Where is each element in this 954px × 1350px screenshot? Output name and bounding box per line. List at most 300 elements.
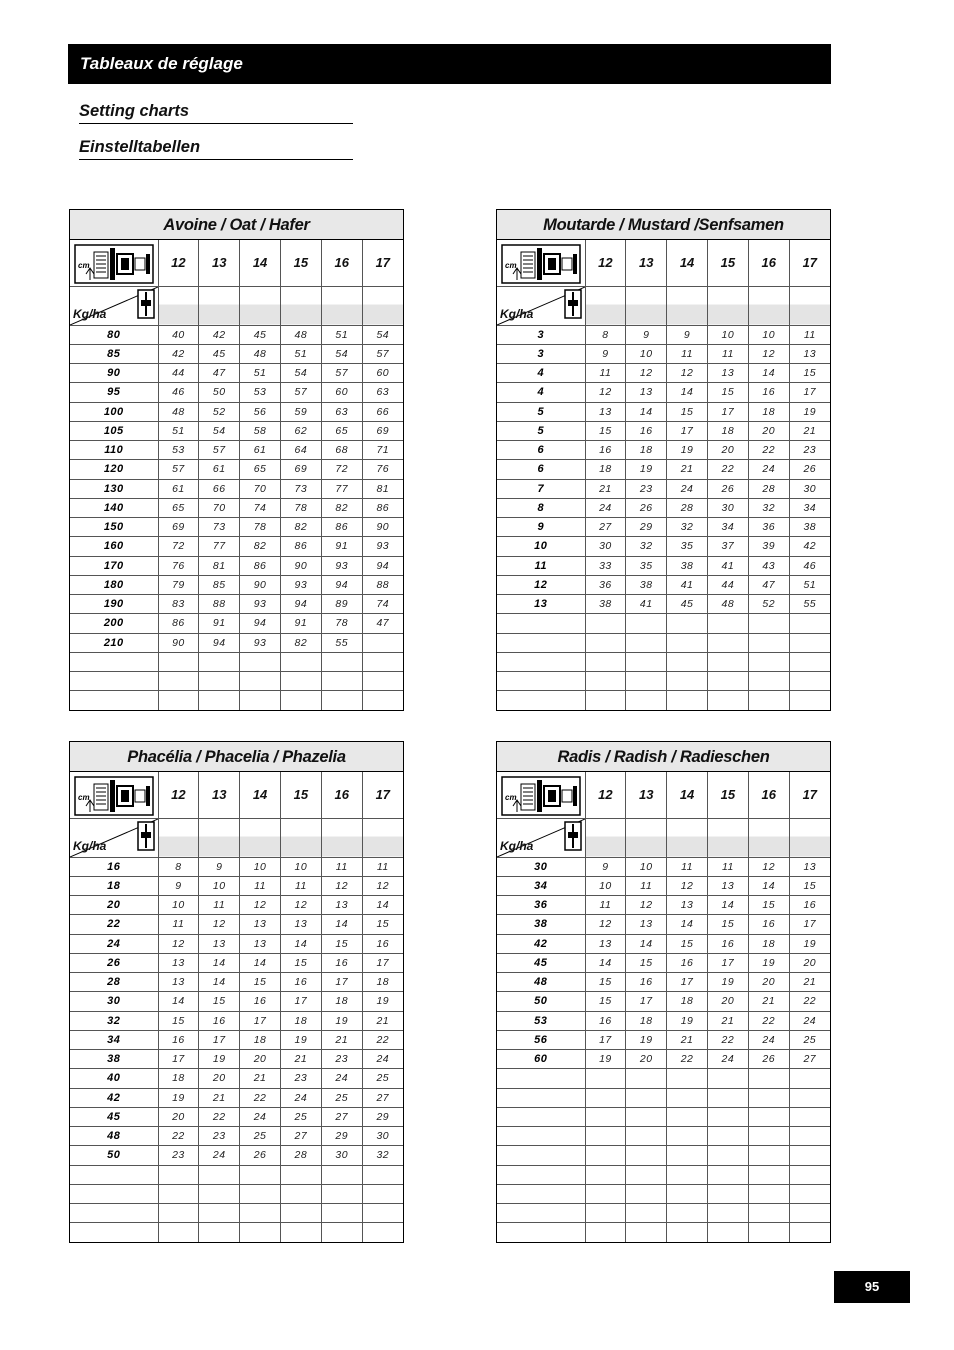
- setting-value: [707, 614, 748, 633]
- table-row: [497, 1088, 830, 1107]
- setting-value: 15: [626, 953, 667, 972]
- kg-value: 9: [497, 518, 585, 537]
- column-header: 13: [199, 772, 240, 818]
- setting-value: 11: [280, 876, 321, 895]
- setting-value: 23: [626, 479, 667, 498]
- blank-cell: [199, 818, 240, 857]
- setting-value: [280, 1165, 321, 1184]
- setting-value: 32: [626, 537, 667, 556]
- setting-value: [626, 1107, 667, 1126]
- setting-value: [667, 614, 708, 633]
- setting-value: 13: [667, 896, 708, 915]
- setting-value: 46: [789, 556, 830, 575]
- setting-value: 14: [158, 992, 199, 1011]
- kg-value: 160: [70, 537, 158, 556]
- setting-value: [362, 1223, 403, 1242]
- setting-value: 18: [280, 1011, 321, 1030]
- kg-value: 42: [497, 934, 585, 953]
- kg-value: 13: [497, 595, 585, 614]
- setting-value: 40: [158, 325, 199, 344]
- kg-value: [497, 1107, 585, 1126]
- table-row: [497, 537, 830, 556]
- setting-value: [707, 1204, 748, 1223]
- setting-value: [707, 1069, 748, 1088]
- setting-value: [789, 633, 830, 652]
- kg-header-cell: [70, 818, 158, 857]
- chart-mustard: [496, 209, 831, 711]
- setting-value: 69: [158, 518, 199, 537]
- kg-value: 48: [70, 1127, 158, 1146]
- blank-cell: [321, 818, 362, 857]
- setting-value: 29: [626, 518, 667, 537]
- setting-value: 16: [321, 953, 362, 972]
- setting-value: [321, 652, 362, 671]
- setting-value: 42: [789, 537, 830, 556]
- setting-value: 21: [240, 1069, 281, 1088]
- kg-value: 38: [497, 915, 585, 934]
- setting-value: 15: [585, 973, 626, 992]
- setting-value: 12: [585, 383, 626, 402]
- setting-value: [362, 1165, 403, 1184]
- setting-value: 60: [362, 364, 403, 383]
- setting-value: 18: [321, 992, 362, 1011]
- kg-value: [70, 691, 158, 710]
- cm-label: cm: [505, 260, 517, 270]
- setting-value: 12: [280, 896, 321, 915]
- setting-value: 70: [240, 479, 281, 498]
- table-row: [497, 1107, 830, 1126]
- setting-value: 10: [199, 876, 240, 895]
- kg-per-ha-label: Kg/ha: [500, 838, 534, 853]
- setting-value: 66: [199, 479, 240, 498]
- setting-value: 18: [158, 1069, 199, 1088]
- setting-value: 20: [707, 992, 748, 1011]
- setting-value: 21: [789, 973, 830, 992]
- setting-value: 94: [362, 556, 403, 575]
- table-row: [497, 460, 830, 479]
- setting-value: [321, 1184, 362, 1203]
- setting-value: 28: [280, 1146, 321, 1165]
- kg-header-cell: [497, 286, 585, 325]
- setting-value: [626, 1127, 667, 1146]
- setting-value: 15: [585, 421, 626, 440]
- setting-value: 15: [748, 896, 789, 915]
- kg-value: 120: [70, 460, 158, 479]
- setting-value: 41: [707, 556, 748, 575]
- setting-value: [748, 672, 789, 691]
- kg-per-ha-label: Kg/ha: [500, 306, 534, 321]
- setting-value: [240, 1204, 281, 1223]
- setting-value: [585, 1127, 626, 1146]
- setting-value: [748, 1146, 789, 1165]
- setting-value: 19: [321, 1011, 362, 1030]
- setting-value: 17: [707, 953, 748, 972]
- page-number: 95: [834, 1271, 910, 1303]
- table-row: [70, 953, 403, 972]
- setting-value: 13: [240, 915, 281, 934]
- setting-value: [585, 1165, 626, 1184]
- table-row: [70, 691, 403, 710]
- setting-value: 14: [199, 973, 240, 992]
- seed-drill-icon: [74, 244, 154, 284]
- setting-value: [585, 633, 626, 652]
- setting-value: 24: [321, 1069, 362, 1088]
- setting-value: 17: [158, 1050, 199, 1069]
- header-icon-cell: [70, 240, 158, 286]
- kg-value: [497, 1223, 585, 1242]
- setting-value: 25: [240, 1127, 281, 1146]
- setting-value: 11: [158, 915, 199, 934]
- setting-value: [626, 691, 667, 710]
- cm-label: cm: [78, 260, 90, 270]
- column-header: 12: [158, 772, 199, 818]
- setting-value: [362, 691, 403, 710]
- setting-value: 38: [789, 518, 830, 537]
- setting-value: [748, 1088, 789, 1107]
- setting-value: 48: [707, 595, 748, 614]
- setting-value: [321, 1204, 362, 1223]
- setting-value: 65: [158, 498, 199, 517]
- setting-value: 82: [240, 537, 281, 556]
- setting-value: 41: [667, 575, 708, 594]
- setting-value: [789, 1223, 830, 1242]
- setting-value: 69: [280, 460, 321, 479]
- setting-value: [585, 1184, 626, 1203]
- table-row: [497, 383, 830, 402]
- setting-value: 57: [199, 441, 240, 460]
- setting-value: 13: [707, 876, 748, 895]
- column-header: 12: [158, 240, 199, 286]
- kg-value: 110: [70, 441, 158, 460]
- setting-value: 86: [280, 537, 321, 556]
- setting-value: 13: [585, 934, 626, 953]
- kg-value: 28: [70, 973, 158, 992]
- setting-value: 59: [280, 402, 321, 421]
- setting-value: [626, 1088, 667, 1107]
- kg-value: 170: [70, 556, 158, 575]
- setting-value: [585, 1088, 626, 1107]
- setting-value: 12: [585, 915, 626, 934]
- setting-value: 18: [748, 934, 789, 953]
- chart-title: Avoine / Oat / Hafer: [70, 210, 403, 240]
- setting-value: 11: [707, 344, 748, 363]
- setting-value: 20: [199, 1069, 240, 1088]
- setting-value: [199, 1184, 240, 1203]
- setting-value: 16: [585, 1011, 626, 1030]
- setting-value: [626, 1223, 667, 1242]
- setting-value: 27: [280, 1127, 321, 1146]
- setting-value: 19: [667, 1011, 708, 1030]
- setting-value: 39: [748, 537, 789, 556]
- setting-value: 30: [321, 1146, 362, 1165]
- kg-value: [497, 1165, 585, 1184]
- setting-value: 19: [362, 992, 403, 1011]
- setting-value: 57: [280, 383, 321, 402]
- page-header: Tableaux de réglage: [68, 44, 831, 84]
- setting-value: 54: [280, 364, 321, 383]
- column-header: 17: [362, 240, 403, 286]
- setting-value: 72: [321, 460, 362, 479]
- setting-value: 24: [362, 1050, 403, 1069]
- table-row: [497, 992, 830, 1011]
- setting-value: 15: [667, 402, 708, 421]
- kg-value: [497, 652, 585, 671]
- setting-value: [667, 1204, 708, 1223]
- setting-value: 82: [280, 518, 321, 537]
- kg-value: 95: [70, 383, 158, 402]
- blank-cell: [280, 818, 321, 857]
- column-header: 12: [585, 240, 626, 286]
- setting-value: 18: [667, 992, 708, 1011]
- kg-value: 8: [497, 498, 585, 517]
- column-header: 13: [626, 772, 667, 818]
- setting-value: 26: [748, 1050, 789, 1069]
- setting-value: [748, 1204, 789, 1223]
- setting-value: 14: [626, 934, 667, 953]
- table-row: [497, 876, 830, 895]
- kg-value: 10: [497, 537, 585, 556]
- setting-value: [748, 614, 789, 633]
- setting-value: 89: [321, 595, 362, 614]
- setting-value: 17: [789, 915, 830, 934]
- kg-value: 85: [70, 344, 158, 363]
- setting-value: 18: [362, 973, 403, 992]
- setting-value: 30: [362, 1127, 403, 1146]
- setting-value: 24: [280, 1088, 321, 1107]
- table-row: [70, 1069, 403, 1088]
- setting-value: 19: [748, 953, 789, 972]
- table-row: [497, 1223, 830, 1242]
- setting-value: [321, 1223, 362, 1242]
- setting-value: 18: [707, 421, 748, 440]
- setting-value: 52: [748, 595, 789, 614]
- setting-value: 19: [585, 1050, 626, 1069]
- kg-value: 100: [70, 402, 158, 421]
- setting-value: 22: [199, 1107, 240, 1126]
- setting-value: 11: [321, 857, 362, 876]
- slider-adjust-icon: [564, 821, 582, 851]
- cm-label: cm: [505, 792, 517, 802]
- setting-value: 78: [321, 614, 362, 633]
- setting-value: [667, 672, 708, 691]
- setting-value: 18: [585, 460, 626, 479]
- setting-value: 48: [158, 402, 199, 421]
- setting-value: [789, 1127, 830, 1146]
- setting-value: 93: [280, 575, 321, 594]
- setting-value: 20: [707, 441, 748, 460]
- setting-value: 19: [707, 973, 748, 992]
- setting-value: [707, 633, 748, 652]
- setting-value: 14: [748, 364, 789, 383]
- table-row: [70, 575, 403, 594]
- setting-value: 10: [748, 325, 789, 344]
- setting-value: [321, 691, 362, 710]
- kg-value: [70, 652, 158, 671]
- setting-value: 8: [585, 325, 626, 344]
- setting-value: 22: [667, 1050, 708, 1069]
- kg-per-ha-label: Kg/ha: [73, 838, 107, 853]
- chart-oat: [69, 209, 404, 711]
- setting-value: 53: [158, 441, 199, 460]
- setting-value: 10: [280, 857, 321, 876]
- setting-value: 16: [748, 915, 789, 934]
- blank-cell: [199, 286, 240, 325]
- table-row: [497, 934, 830, 953]
- setting-value: 27: [585, 518, 626, 537]
- setting-value: 14: [707, 896, 748, 915]
- setting-value: 90: [158, 633, 199, 652]
- setting-value: 16: [280, 973, 321, 992]
- setting-value: 13: [158, 973, 199, 992]
- table-row: [70, 1050, 403, 1069]
- setting-value: 42: [199, 325, 240, 344]
- setting-value: [789, 652, 830, 671]
- setting-value: [240, 691, 281, 710]
- setting-value: [707, 1107, 748, 1126]
- setting-value: [707, 1088, 748, 1107]
- setting-value: 17: [321, 973, 362, 992]
- setting-value: 86: [240, 556, 281, 575]
- setting-value: 15: [707, 915, 748, 934]
- kg-value: 50: [70, 1146, 158, 1165]
- setting-value: 53: [240, 383, 281, 402]
- setting-value: 16: [362, 934, 403, 953]
- kg-per-ha-label: Kg/ha: [73, 306, 107, 321]
- setting-value: 9: [626, 325, 667, 344]
- kg-value: 210: [70, 633, 158, 652]
- setting-value: 21: [667, 1030, 708, 1049]
- chart-phacelia: [69, 741, 404, 1243]
- setting-value: [585, 1204, 626, 1223]
- table-row: [70, 857, 403, 876]
- setting-value: 64: [280, 441, 321, 460]
- setting-value: 30: [585, 537, 626, 556]
- setting-value: 45: [199, 344, 240, 363]
- table-row: [70, 383, 403, 402]
- setting-value: 24: [707, 1050, 748, 1069]
- table-row: [497, 1184, 830, 1203]
- kg-value: 3: [497, 344, 585, 363]
- setting-value: 17: [585, 1030, 626, 1049]
- kg-value: [70, 1165, 158, 1184]
- setting-value: 19: [158, 1088, 199, 1107]
- table-row: [497, 1069, 830, 1088]
- setting-value: 91: [199, 614, 240, 633]
- table-row: [70, 441, 403, 460]
- seed-drill-icon: [74, 776, 154, 816]
- setting-value: 36: [585, 575, 626, 594]
- setting-value: 90: [240, 575, 281, 594]
- kg-value: 50: [497, 992, 585, 1011]
- setting-value: 14: [321, 915, 362, 934]
- setting-value: 20: [748, 421, 789, 440]
- setting-value: 24: [748, 1030, 789, 1049]
- kg-value: 20: [70, 896, 158, 915]
- setting-value: [707, 672, 748, 691]
- setting-value: 17: [707, 402, 748, 421]
- setting-value: 82: [280, 633, 321, 652]
- table-row: [70, 1223, 403, 1242]
- setting-value: [585, 1069, 626, 1088]
- setting-value: [585, 652, 626, 671]
- setting-value: 12: [667, 876, 708, 895]
- setting-value: 65: [321, 421, 362, 440]
- setting-value: [707, 652, 748, 671]
- setting-value: 22: [748, 1011, 789, 1030]
- setting-value: 18: [240, 1030, 281, 1049]
- table-row: [497, 1165, 830, 1184]
- setting-value: [280, 1223, 321, 1242]
- table-row: [497, 498, 830, 517]
- table-row: [70, 421, 403, 440]
- table-row: [70, 402, 403, 421]
- setting-value: 16: [626, 421, 667, 440]
- setting-value: [707, 691, 748, 710]
- setting-value: 93: [240, 633, 281, 652]
- setting-value: [158, 1223, 199, 1242]
- setting-value: [362, 672, 403, 691]
- setting-value: [748, 1184, 789, 1203]
- setting-value: 51: [789, 575, 830, 594]
- setting-value: 13: [789, 857, 830, 876]
- kg-value: [497, 1069, 585, 1088]
- setting-value: 9: [667, 325, 708, 344]
- setting-value: 44: [158, 364, 199, 383]
- setting-value: 17: [280, 992, 321, 1011]
- kg-value: 26: [70, 953, 158, 972]
- kg-value: [497, 633, 585, 652]
- subtitle-english: Setting charts: [79, 100, 353, 124]
- setting-value: 85: [199, 575, 240, 594]
- setting-value: 93: [240, 595, 281, 614]
- setting-value: 14: [280, 934, 321, 953]
- setting-value: [748, 1127, 789, 1146]
- setting-value: [626, 1184, 667, 1203]
- table-row: [70, 1088, 403, 1107]
- setting-value: [158, 1165, 199, 1184]
- setting-value: [280, 652, 321, 671]
- setting-value: 12: [362, 876, 403, 895]
- setting-value: 11: [585, 896, 626, 915]
- setting-value: 17: [362, 953, 403, 972]
- setting-value: [667, 1223, 708, 1242]
- table-row: [70, 876, 403, 895]
- setting-value: 69: [362, 421, 403, 440]
- setting-value: 23: [321, 1050, 362, 1069]
- setting-value: 15: [280, 953, 321, 972]
- kg-value: 45: [497, 953, 585, 972]
- setting-value: 46: [158, 383, 199, 402]
- setting-value: 17: [667, 973, 708, 992]
- setting-value: 81: [362, 479, 403, 498]
- setting-value: [748, 1165, 789, 1184]
- setting-value: 41: [626, 595, 667, 614]
- setting-value: 65: [240, 460, 281, 479]
- setting-value: 12: [748, 344, 789, 363]
- table-row: [497, 364, 830, 383]
- setting-value: [748, 633, 789, 652]
- setting-value: 13: [240, 934, 281, 953]
- setting-value: [667, 691, 708, 710]
- kg-value: [70, 1184, 158, 1203]
- table-row: [497, 518, 830, 537]
- setting-value: 14: [667, 915, 708, 934]
- setting-value: 15: [585, 992, 626, 1011]
- setting-value: [667, 1069, 708, 1088]
- setting-value: 76: [362, 460, 403, 479]
- kg-value: [497, 672, 585, 691]
- setting-value: 29: [362, 1107, 403, 1126]
